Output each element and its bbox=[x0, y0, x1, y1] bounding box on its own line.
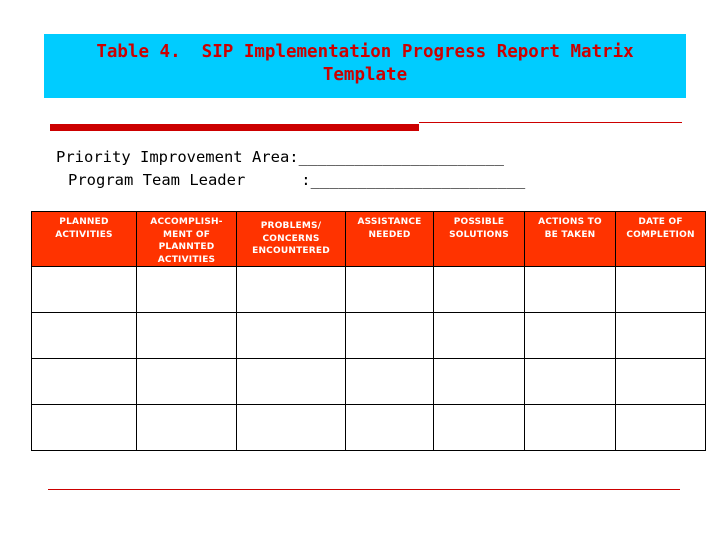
table-cell bbox=[237, 267, 346, 313]
page-title-line-2: Template bbox=[322, 65, 408, 85]
table-cell bbox=[616, 405, 706, 451]
program-team-leader-field: Program Team Leader :_______________________ bbox=[68, 171, 526, 189]
header-line: MENT OF bbox=[162, 229, 211, 240]
table-cell bbox=[137, 267, 237, 313]
bottom-thin-rule bbox=[48, 489, 680, 490]
header-line: PROBLEMS/ bbox=[260, 221, 322, 231]
table-cell bbox=[237, 405, 346, 451]
header-line: ASSISTANCE bbox=[357, 217, 422, 227]
table-cell bbox=[32, 267, 137, 313]
header-line: ACCOMPLISH- bbox=[150, 217, 223, 227]
table-cell bbox=[616, 313, 706, 359]
table-cell bbox=[616, 267, 706, 313]
header-line: NEEDED bbox=[368, 229, 411, 240]
table-cell bbox=[346, 405, 434, 451]
header-planned-activities bbox=[32, 212, 137, 267]
header-line: CONCERNS bbox=[262, 233, 320, 244]
title-banner bbox=[44, 34, 686, 98]
header-line: POSSIBLE bbox=[453, 217, 505, 227]
header-line: COMPLETION bbox=[626, 229, 695, 240]
table-cell bbox=[32, 359, 137, 405]
header-problems-concerns bbox=[237, 212, 346, 267]
table-cell bbox=[525, 359, 616, 405]
header-line: ACTIONS TO bbox=[538, 217, 602, 227]
header-line: ACTIVITIES bbox=[157, 254, 216, 265]
table-cell bbox=[137, 313, 237, 359]
priority-improvement-area-field: Priority Improvement Area:______________________ bbox=[56, 148, 504, 166]
table-cell bbox=[346, 267, 434, 313]
table-row bbox=[32, 313, 706, 359]
table-cell bbox=[434, 313, 525, 359]
table-cell bbox=[237, 359, 346, 405]
header-line: ACTIVITIES bbox=[55, 229, 113, 240]
top-thick-rule bbox=[50, 124, 419, 131]
progress-report-matrix bbox=[31, 211, 706, 451]
top-thin-rule bbox=[419, 122, 682, 123]
header-date-of-completion bbox=[616, 212, 706, 267]
header-actions-to-be-taken bbox=[525, 212, 616, 267]
header-assistance-needed bbox=[346, 212, 434, 267]
table-cell bbox=[525, 405, 616, 451]
table-cell bbox=[434, 359, 525, 405]
table-cell bbox=[137, 359, 237, 405]
header-possible-solutions bbox=[434, 212, 525, 267]
table-cell bbox=[525, 267, 616, 313]
table-cell bbox=[434, 405, 525, 451]
header-line: DATE OF bbox=[638, 217, 683, 227]
table-cell bbox=[346, 359, 434, 405]
table-cell bbox=[237, 313, 346, 359]
table-cell bbox=[137, 405, 237, 451]
table-cell bbox=[32, 313, 137, 359]
table-cell bbox=[434, 267, 525, 313]
header-line: ENCOUNTERED bbox=[252, 246, 330, 256]
table-cell bbox=[346, 313, 434, 359]
table-row bbox=[32, 405, 706, 451]
table-row bbox=[32, 267, 706, 313]
header-line: SOLUTIONS bbox=[449, 229, 509, 240]
header-line: PLANNTED bbox=[158, 242, 215, 252]
table-cell bbox=[616, 359, 706, 405]
table-row bbox=[32, 359, 706, 405]
header-row bbox=[32, 212, 706, 267]
header-accomplishment bbox=[137, 212, 237, 267]
header-line: BE TAKEN bbox=[544, 229, 596, 240]
header-line: PLANNED bbox=[59, 217, 109, 227]
page-title-line-1: Table 4. SIP Implementation Progress Report Matrix bbox=[96, 42, 634, 62]
table-cell bbox=[525, 313, 616, 359]
table-cell bbox=[32, 405, 137, 451]
